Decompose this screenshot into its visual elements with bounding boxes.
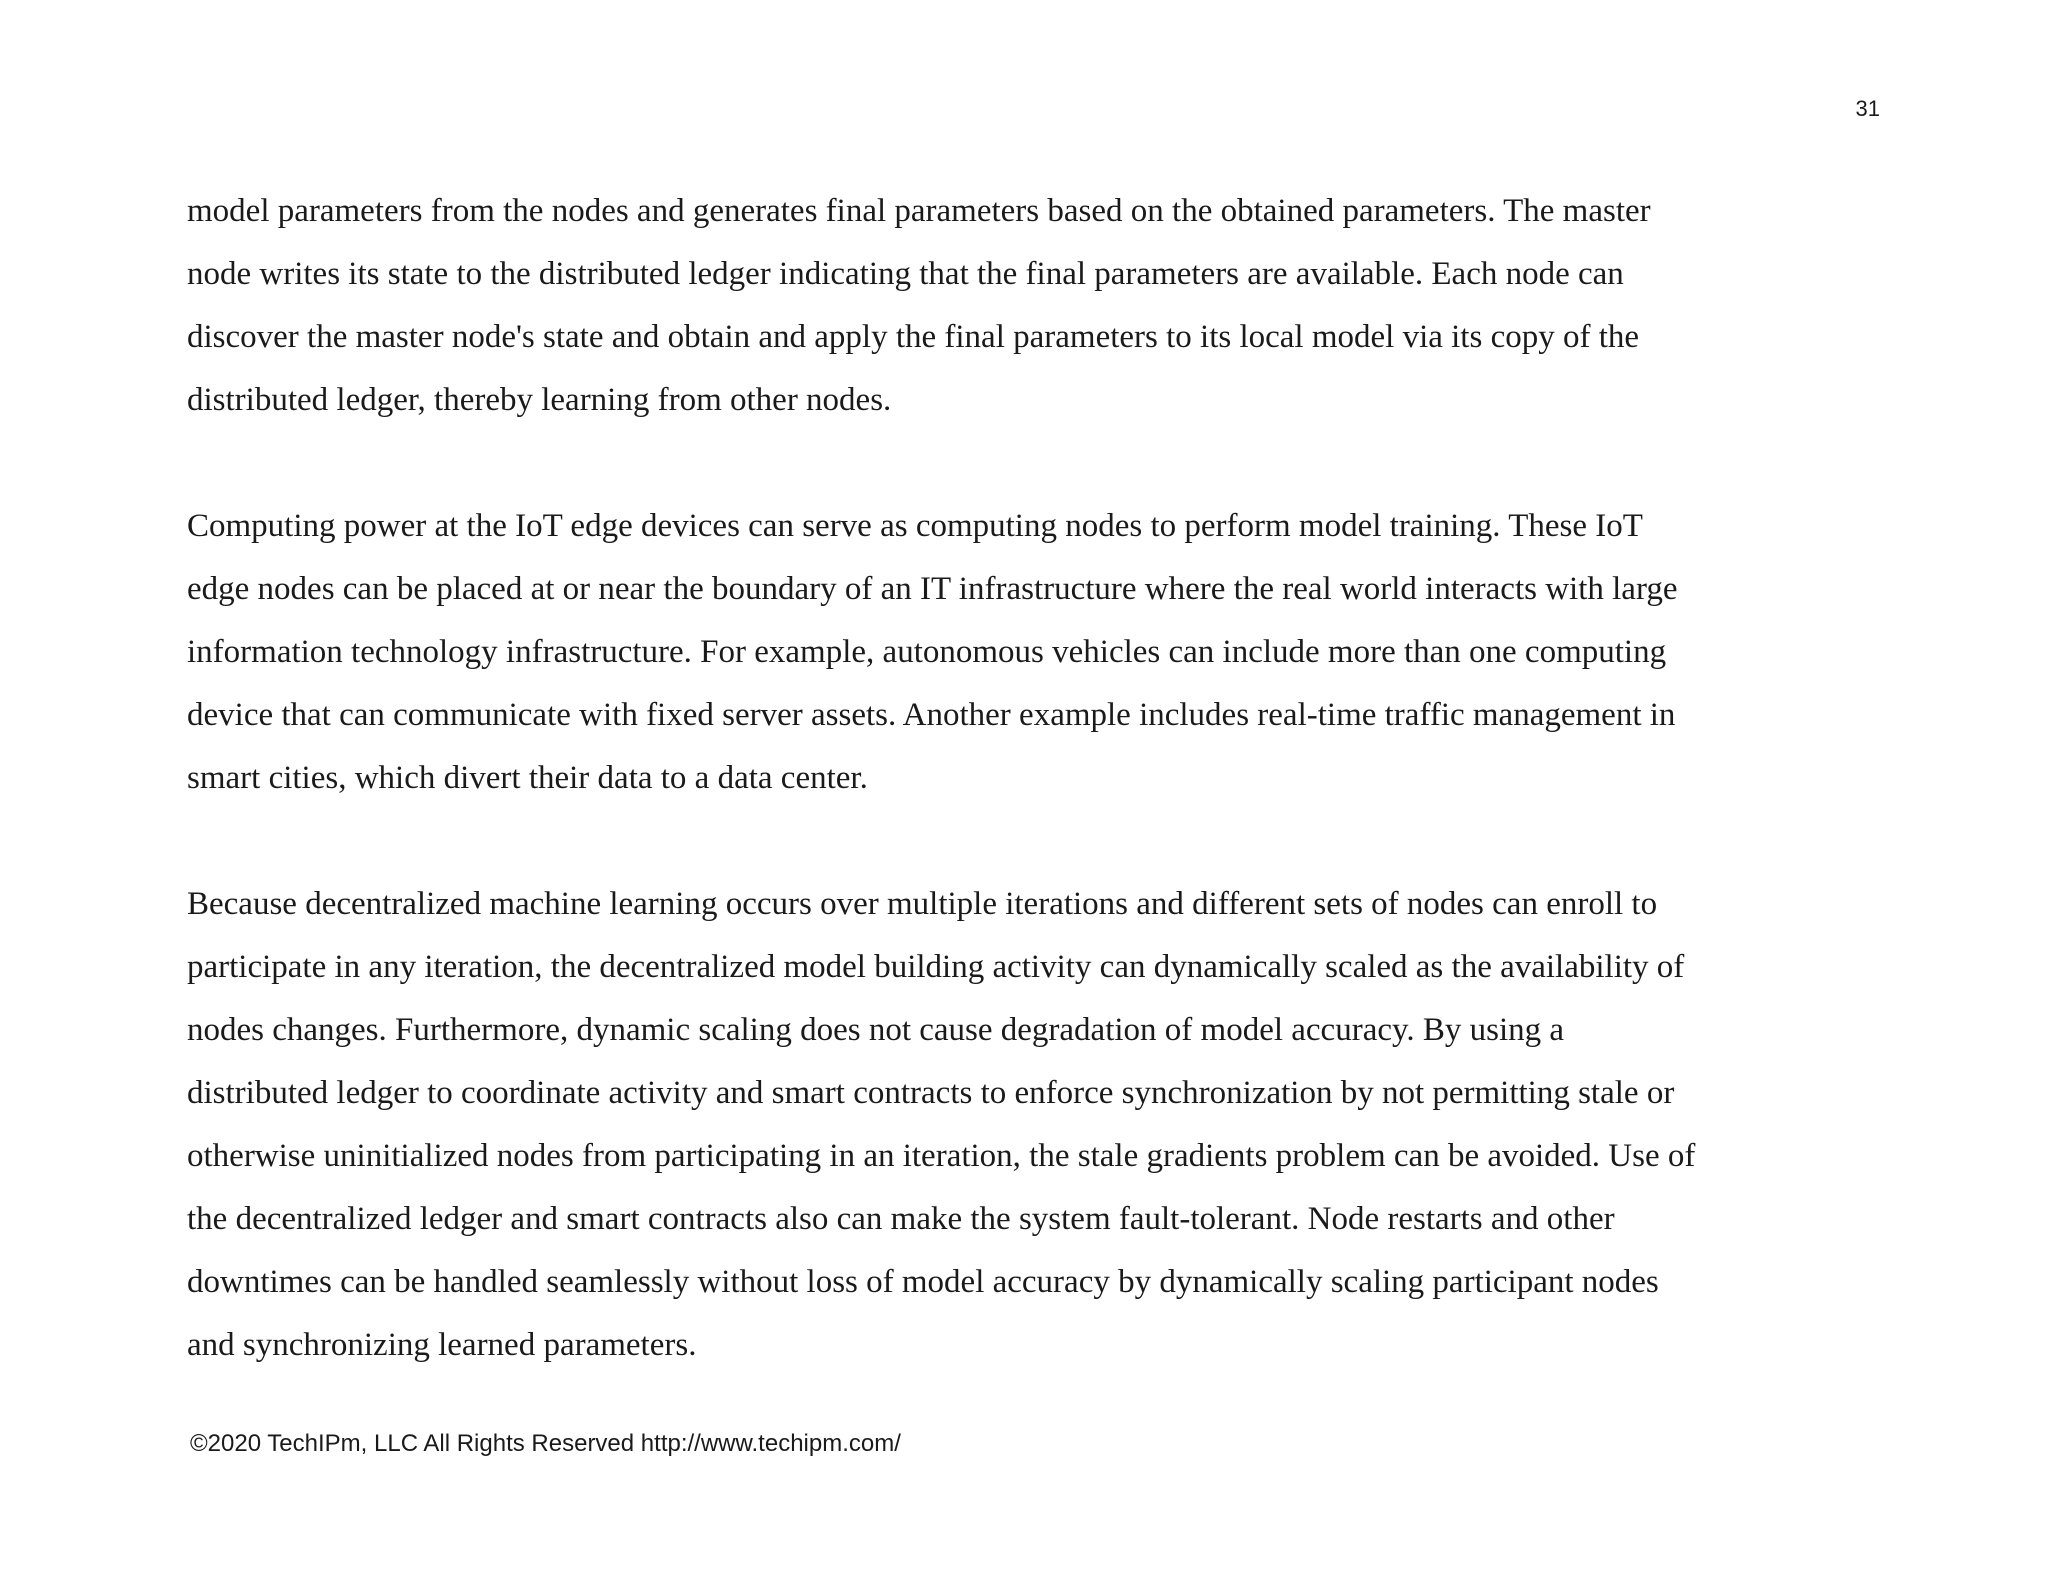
text-line: distributed ledger, thereby learning from other nodes.	[187, 382, 892, 418]
paragraph-gap	[187, 432, 1887, 495]
text-line: discover the master node's state and obtain and apply the final parameters to its local model via its copy of the	[187, 319, 1640, 355]
text-line: distributed ledger to coordinate activity and smart contracts to enforce synchronization by not permitting stale or	[187, 1075, 1675, 1111]
paragraph-gap	[187, 810, 1887, 873]
text-line: and synchronizing learned parameters.	[187, 1327, 697, 1363]
paragraph-2	[187, 495, 1887, 810]
text-line: node writes its state to the distributed ledger indicating that the final parameters are available. Each node can	[187, 256, 1624, 292]
text-line: Computing power at the IoT edge devices can serve as computing nodes to perform model training. These IoT	[187, 508, 1643, 544]
body-text	[187, 180, 1887, 1377]
text-line: downtimes can be handled seamlessly without loss of model accuracy by dynamically scaling participant nodes	[187, 1264, 1659, 1300]
page-number: 31	[1855, 96, 1880, 121]
paragraph-3	[187, 873, 1887, 1377]
text-line: participate in any iteration, the decentralized model building activity can dynamically scaled as the availability of	[187, 949, 1685, 985]
text-line: nodes changes. Furthermore, dynamic scaling does not cause degradation of model accuracy. By using a	[187, 1012, 1565, 1048]
text-line: edge nodes can be placed at or near the boundary of an IT infrastructure where the real world interacts with large	[187, 571, 1678, 607]
text-line: smart cities, which divert their data to a data center.	[187, 760, 868, 796]
text-line: device that can communicate with fixed server assets. Another example includes real-time traffic management in	[187, 697, 1676, 733]
copyright-footer: ©2020 TechIPm, LLC All Rights Reserved http://www.techipm.com/	[190, 1430, 901, 1457]
text-line: model parameters from the nodes and generates final parameters based on the obtained parameters. The master	[187, 193, 1651, 229]
text-line: the decentralized ledger and smart contracts also can make the system fault-tolerant. Node restarts and other	[187, 1201, 1615, 1237]
text-line: Because decentralized machine learning occurs over multiple iterations and different sets of nodes can enroll to	[187, 886, 1658, 922]
text-line: otherwise uninitialized nodes from participating in an iteration, the stale gradients problem can be avoided. Use of	[187, 1138, 1696, 1174]
paragraph-1	[187, 180, 1887, 432]
text-line: information technology infrastructure. For example, autonomous vehicles can include more than one computing	[187, 634, 1667, 670]
